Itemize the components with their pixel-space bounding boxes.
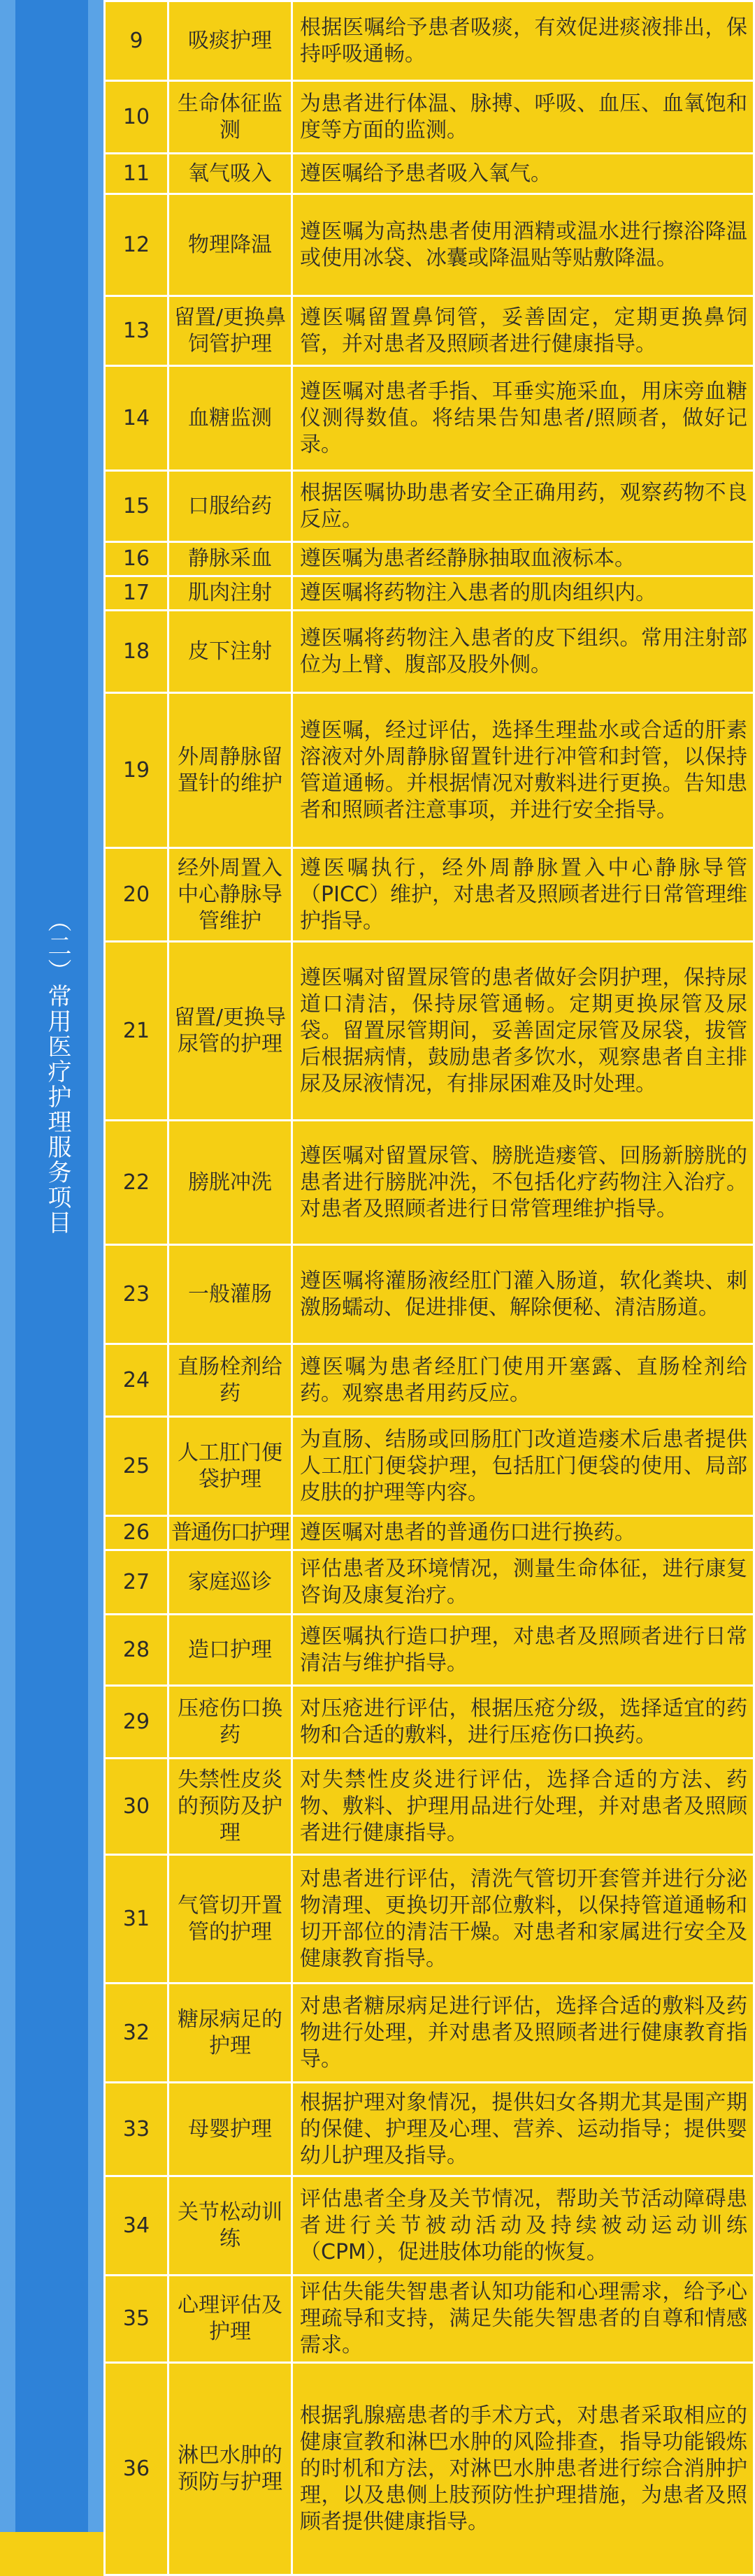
service-description: 遵医嘱对患者的普通伤口进行换药。 xyxy=(292,1516,754,1550)
service-name: 经外周置入中心静脉导管维护 xyxy=(168,848,292,942)
row-number: 20 xyxy=(105,848,168,942)
table-row xyxy=(105,848,754,942)
service-name: 肌肉注射 xyxy=(168,576,292,611)
table-row xyxy=(105,1759,754,1855)
service-description: 遵医嘱，经过评估，选择生理盐水或合适的肝素溶液对外周静脉留置针进行冲管和封管，以保持管道通畅。并根据情况对敷料进行更换。告知患者和照顾者注意事项，并进行安全指导。 xyxy=(292,693,754,848)
row-number: 35 xyxy=(105,2276,168,2363)
service-name: 造口护理 xyxy=(168,1615,292,1686)
service-description: 遵医嘱执行造口护理，对患者及照顾者进行日常清洁与维护指导。 xyxy=(292,1615,754,1686)
service-table xyxy=(103,0,755,2576)
row-number: 36 xyxy=(105,2363,168,2575)
service-description: 评估患者及环境情况，测量生命体征，进行康复咨询及康复治疗。 xyxy=(292,1550,754,1615)
row-number: 17 xyxy=(105,576,168,611)
service-table-body xyxy=(105,1,754,2575)
service-name: 压疮伤口换药 xyxy=(168,1686,292,1759)
row-number: 13 xyxy=(105,296,168,366)
service-description: 遵医嘱将灌肠液经肛门灌入肠道，软化粪块、刺激肠蠕动、促进排便、解除便秘、清洁肠道。 xyxy=(292,1245,754,1344)
row-number: 12 xyxy=(105,194,168,296)
row-number: 21 xyxy=(105,942,168,1121)
service-name: 失禁性皮炎的预防及护理 xyxy=(168,1759,292,1855)
row-number: 26 xyxy=(105,1516,168,1550)
service-description: 遵医嘱为高热患者使用酒精或温水进行擦浴降温或使用冰袋、冰囊或降温贴等贴敷降温。 xyxy=(292,194,754,296)
row-number: 30 xyxy=(105,1759,168,1855)
service-description: 对患者糖尿病足进行评估，选择合适的敷料及药物进行处理，并对患者及照顾者进行健康教育指导。 xyxy=(292,1984,754,2083)
row-number: 23 xyxy=(105,1245,168,1344)
service-description: 遵医嘱对患者手指、耳垂实施采血，用床旁血糖仪测得数值。将结果告知患者/照顾者，做好记录。 xyxy=(292,366,754,471)
service-name: 静脉采血 xyxy=(168,542,292,576)
table-row xyxy=(105,1550,754,1615)
row-number: 34 xyxy=(105,2176,168,2276)
row-number: 32 xyxy=(105,1984,168,2083)
table-row xyxy=(105,154,754,194)
table-row xyxy=(105,2363,754,2575)
service-name: 皮下注射 xyxy=(168,611,292,693)
service-description: 遵医嘱为患者经静脉抽取血液标本。 xyxy=(292,542,754,576)
service-name: 心理评估及护理 xyxy=(168,2276,292,2363)
row-number: 31 xyxy=(105,1855,168,1984)
row-number: 19 xyxy=(105,693,168,848)
service-description: 遵医嘱将药物注入患者的肌肉组织内。 xyxy=(292,576,754,611)
service-description: 遵医嘱将药物注入患者的皮下组织。常用注射部位为上臂、腹部及股外侧。 xyxy=(292,611,754,693)
table-row xyxy=(105,1615,754,1686)
row-number: 9 xyxy=(105,1,168,81)
row-number: 33 xyxy=(105,2083,168,2176)
row-number: 11 xyxy=(105,154,168,194)
service-name: 气管切开置管的护理 xyxy=(168,1855,292,1984)
table-row xyxy=(105,576,754,611)
service-description: 评估失能失智患者认知功能和心理需求，给予心理疏导和支持，满足失能失智患者的自尊和情感需求。 xyxy=(292,2276,754,2363)
table-row xyxy=(105,1245,754,1344)
service-name: 直肠栓剂给药 xyxy=(168,1344,292,1417)
service-description: 遵医嘱留置鼻饲管，妥善固定，定期更换鼻饲管，并对患者及照顾者进行健康指导。 xyxy=(292,296,754,366)
row-number: 25 xyxy=(105,1417,168,1516)
table-row xyxy=(105,2083,754,2176)
table-row xyxy=(105,1417,754,1516)
service-description: 根据医嘱协助患者安全正确用药，观察药物不良反应。 xyxy=(292,471,754,542)
service-name: 血糖监测 xyxy=(168,366,292,471)
service-name: 口服给药 xyxy=(168,471,292,542)
service-description: 遵医嘱对留置尿管的患者做好会阴护理，保持尿道口清洁，保持尿管通畅。定期更换尿管及尿袋。留置尿管期间，妥善固定尿管及尿袋，拔管后根据病情，鼓励患者多饮水，观察患者自主排尿及尿液情况，有排尿困难及时处理。 xyxy=(292,942,754,1121)
service-description: 遵医嘱对留置尿管、膀胱造瘘管、回肠新膀胱的患者进行膀胱冲洗，不包括化疗药物注入治疗。对患者及照顾者进行日常管理维护指导。 xyxy=(292,1121,754,1245)
table-row xyxy=(105,1984,754,2083)
row-number: 27 xyxy=(105,1550,168,1615)
table-row xyxy=(105,611,754,693)
table-row xyxy=(105,194,754,296)
service-description: 对失禁性皮炎进行评估，选择合适的方法、药物、敷料、护理用品进行处理，并对患者及照顾者进行健康指导。 xyxy=(292,1759,754,1855)
service-name: 留置/更换鼻饲管护理 xyxy=(168,296,292,366)
table-row xyxy=(105,1121,754,1245)
table-row xyxy=(105,81,754,154)
row-number: 28 xyxy=(105,1615,168,1686)
table-row xyxy=(105,1344,754,1417)
service-description: 遵医嘱为患者经肛门使用开塞露、直肠栓剂给药。观察患者用药反应。 xyxy=(292,1344,754,1417)
service-name: 普通伤口护理 xyxy=(168,1516,292,1550)
service-description: 对患者进行评估，清洗气管切开套管并进行分泌物清理、更换切开部位敷料，以保持管道通畅和切开部位的清洁干燥。对患者和家属进行安全及健康教育指导。 xyxy=(292,1855,754,1984)
service-name: 母婴护理 xyxy=(168,2083,292,2176)
table-row xyxy=(105,1855,754,1984)
service-name: 人工肛门便袋护理 xyxy=(168,1417,292,1516)
table-row xyxy=(105,1686,754,1759)
table-row xyxy=(105,366,754,471)
service-name: 一般灌肠 xyxy=(168,1245,292,1344)
service-name: 吸痰护理 xyxy=(168,1,292,81)
service-description: 根据医嘱给予患者吸痰，有效促进痰液排出，保持呼吸通畅。 xyxy=(292,1,754,81)
table-row xyxy=(105,296,754,366)
table-row xyxy=(105,542,754,576)
service-description: 根据护理对象情况，提供妇女各期尤其是围产期的保健、护理及心理、营养、运动指导；提供婴幼儿护理及指导。 xyxy=(292,2083,754,2176)
row-number: 10 xyxy=(105,81,168,154)
service-name: 外周静脉留置针的维护 xyxy=(168,693,292,848)
row-number: 14 xyxy=(105,366,168,471)
service-name: 关节松动训练 xyxy=(168,2176,292,2276)
service-name: 物理降温 xyxy=(168,194,292,296)
row-number: 22 xyxy=(105,1121,168,1245)
service-name: 生命体征监测 xyxy=(168,81,292,154)
service-name: 家庭巡诊 xyxy=(168,1550,292,1615)
row-number: 29 xyxy=(105,1686,168,1759)
service-name: 膀胱冲洗 xyxy=(168,1121,292,1245)
table-row xyxy=(105,471,754,542)
service-description: 评估患者全身及关节情况，帮助关节活动障碍患者进行关节被动活动及持续被动运动训练（CPM），促进肢体功能的恢复。 xyxy=(292,2176,754,2276)
row-number: 16 xyxy=(105,542,168,576)
table-row xyxy=(105,2176,754,2276)
service-name: 留置/更换导尿管的护理 xyxy=(168,942,292,1121)
service-description: 为患者进行体温、脉搏、呼吸、血压、血氧饱和度等方面的监测。 xyxy=(292,81,754,154)
table-row xyxy=(105,1,754,81)
service-name: 淋巴水肿的预防与护理 xyxy=(168,2363,292,2575)
table-row xyxy=(105,942,754,1121)
service-name: 糖尿病足的护理 xyxy=(168,1984,292,2083)
service-description: 为直肠、结肠或回肠肛门改道造瘘术后患者提供人工肛门便袋护理，包括肛门便袋的使用、局部皮肤的护理等内容。 xyxy=(292,1417,754,1516)
service-name: 氧气吸入 xyxy=(168,154,292,194)
table-row xyxy=(105,1516,754,1550)
left-sidebar-band xyxy=(0,0,103,2532)
row-number: 15 xyxy=(105,471,168,542)
service-description: 对压疮进行评估，根据压疮分级，选择适宜的药物和合适的敷料，进行压疮伤口换药。 xyxy=(292,1686,754,1759)
section-label-column xyxy=(15,0,88,2532)
service-description: 根据乳腺癌患者的手术方式，对患者采取相应的健康宣教和淋巴水肿的风险排查，指导功能锻炼的时机和方法，对淋巴水肿患者进行综合消肿护理，以及患侧上肢预防性护理措施，为患者及照顾者提供健康指导。 xyxy=(292,2363,754,2575)
service-description: 遵医嘱执行，经外周静脉置入中心静脉导管（PICC）维护，对患者及照顾者进行日常管理维护指导。 xyxy=(292,848,754,942)
section-title: （二）常用医疗护理服务项目 xyxy=(43,908,71,1235)
table-row xyxy=(105,693,754,848)
service-description: 遵医嘱给予患者吸入氧气。 xyxy=(292,154,754,194)
row-number: 24 xyxy=(105,1344,168,1417)
table-row xyxy=(105,2276,754,2363)
row-number: 18 xyxy=(105,611,168,693)
